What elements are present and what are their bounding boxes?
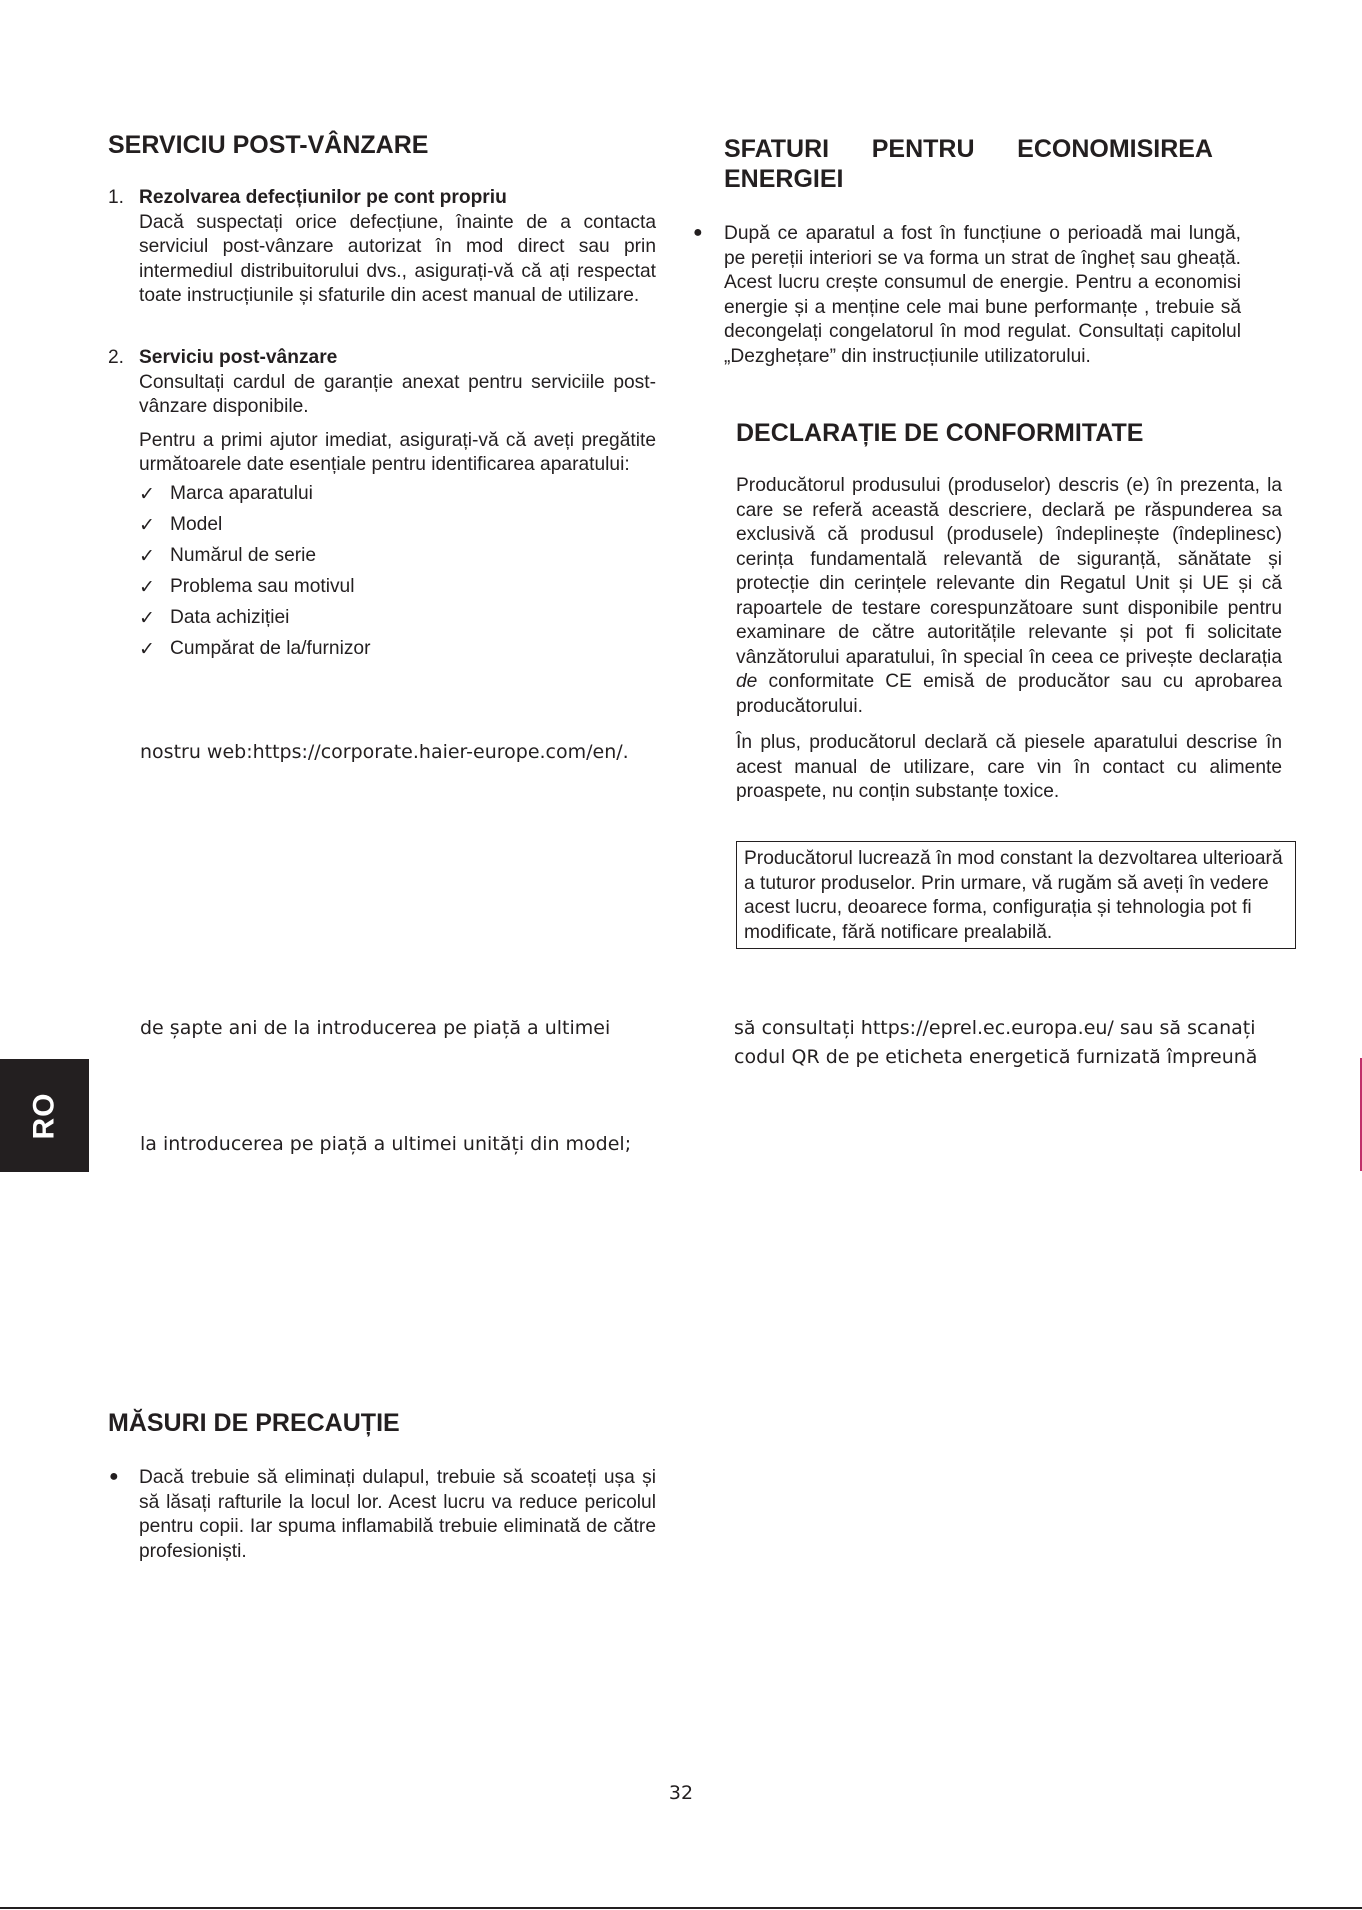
bottom-rule [0, 1907, 1362, 1909]
checklist-item: ✓ Marca aparatului [139, 483, 313, 505]
item-number: 1. [108, 187, 125, 208]
item-text: Pentru a primi ajutor imediat, asigurați-vă că aveți pregătite următoarele date esențiale pentru identificarea aparatului: [139, 429, 656, 475]
checklist-item: ✓ Cumpărat de la/furnizor [139, 638, 371, 660]
checkmark-icon: ✓ [139, 514, 155, 536]
precaution-title: MĂSURI DE PRECAUȚIE [108, 1409, 400, 1437]
energy-text: După ce aparatul a fost în funcțiune o perioadă mai lungă, pe pereții interiori se va forma un strat de îngheț sau gheață. Acest lucru crește consumul de energie. Pentru a economisi energie și a menține cele mai bune performanțe , trebuie să decongelați congelatorul în mod regulat. Consultați capitolul „Dezghețare” din instrucțiunile utilizatorului. [724, 223, 1241, 367]
checklist-item: ✓ Problema sau motivul [139, 576, 355, 598]
eprel-line-1: să consultați https://eprel.ec.europa.eu/ sau să scanați [734, 1017, 1256, 1039]
identification-checklist [139, 479, 656, 665]
page-number: 32 [668, 1782, 694, 1804]
bullet-icon: ● [693, 224, 703, 241]
conformity-title: DECLARAȚIE DE CONFORMITATE [736, 419, 1144, 447]
market-line: la introducerea pe piață a ultimei unități din model; [140, 1133, 632, 1155]
item-title: Rezolvarea defecțiunilor pe cont propriu [139, 187, 507, 208]
checkmark-icon: ✓ [139, 607, 155, 629]
conformity-text: Producătorul produsului (produselor) descris (e) în prezenta, la care se referă această descriere, declară pe răspunderea sa exclusivă că produsul (produsele) îndeplinește (îndeplinesc) cerința fundamentală relevantă de siguranță, sănătate și protecție din cerințele relevante din Regatul Unit și UE și că rapoartele de testare corespunzătoare sunt disponibile pentru examinare de către autoritățile relevante și pot fi solicitate vânzătorului aparatului, în special în ceea ce privește declarația de conformitate CE emisă de producător sau cu aprobarea producătorului. [736, 475, 1282, 717]
checklist-item: ✓ Numărul de serie [139, 545, 317, 567]
item-title: Serviciu post-vânzare [139, 347, 338, 368]
energy-title: SFATURI PENTRU ECONOMISIREA ENERGIEI [724, 135, 1213, 193]
checkmark-icon: ✓ [139, 638, 155, 660]
service-title: SERVICIU POST-VÂNZARE [108, 131, 429, 159]
checkmark-icon: ✓ [139, 545, 155, 567]
checkmark-icon: ✓ [139, 483, 155, 505]
precaution-text: Dacă trebuie să eliminați dulapul, trebuie să scoateți ușa și să lăsați rafturile la locul lor. Acest lucru va reduce pericolul pentru copii. Iar spuma inflamabilă trebuie eliminată de către profesioniști. [139, 1467, 656, 1562]
notice-text: Producătorul lucrează în mod constant la dezvoltarea ulterioară a tuturor produselor. Prin urmare, vă rugăm să aveți în vedere acest lucru, deoarece forma, configurația și tehnologia pot fi modificate, fără notificare prealabilă. [744, 848, 1283, 943]
language-tab: RO [0, 1059, 89, 1172]
website-line: nostru web:https://corporate.haier-europe.com/en/. [140, 741, 629, 763]
precaution-item [108, 1466, 656, 1564]
service-item-1 [108, 186, 656, 309]
item-text: Dacă suspectați orice defecțiune, înainte de a contacta serviciul post-vânzare autorizat în mod direct sau prin intermediul distribuitorului dvs., asigurați-vă că ați respectat toate instrucțiunile și sfaturile din acest manual de utilizare. [139, 211, 656, 306]
conformity-text-2: În plus, producătorul declară că piesele aparatului descrise în acest manual de utilizare, care vin în contact cu alimente proaspete, nu conțin substanțe toxice. [736, 732, 1282, 802]
years-line: de șapte ani de la introducerea pe piață a ultimei [140, 1017, 611, 1039]
notice-box [736, 841, 1296, 949]
conformity-section [736, 474, 1282, 805]
checkmark-icon: ✓ [139, 576, 155, 598]
service-item-2 [108, 346, 656, 665]
item-text: Consultați cardul de garanție anexat pentru serviciile post-vânzare disponibile. [139, 371, 656, 417]
bullet-icon: ● [109, 1468, 119, 1485]
item-number: 2. [108, 347, 125, 368]
eprel-line-2: codul QR de pe eticheta energetică furnizată împreună [734, 1046, 1258, 1068]
checklist-item: ✓ Model [139, 514, 223, 536]
energy-item [692, 222, 1241, 369]
checklist-item: ✓ Data achiziției [139, 607, 290, 629]
